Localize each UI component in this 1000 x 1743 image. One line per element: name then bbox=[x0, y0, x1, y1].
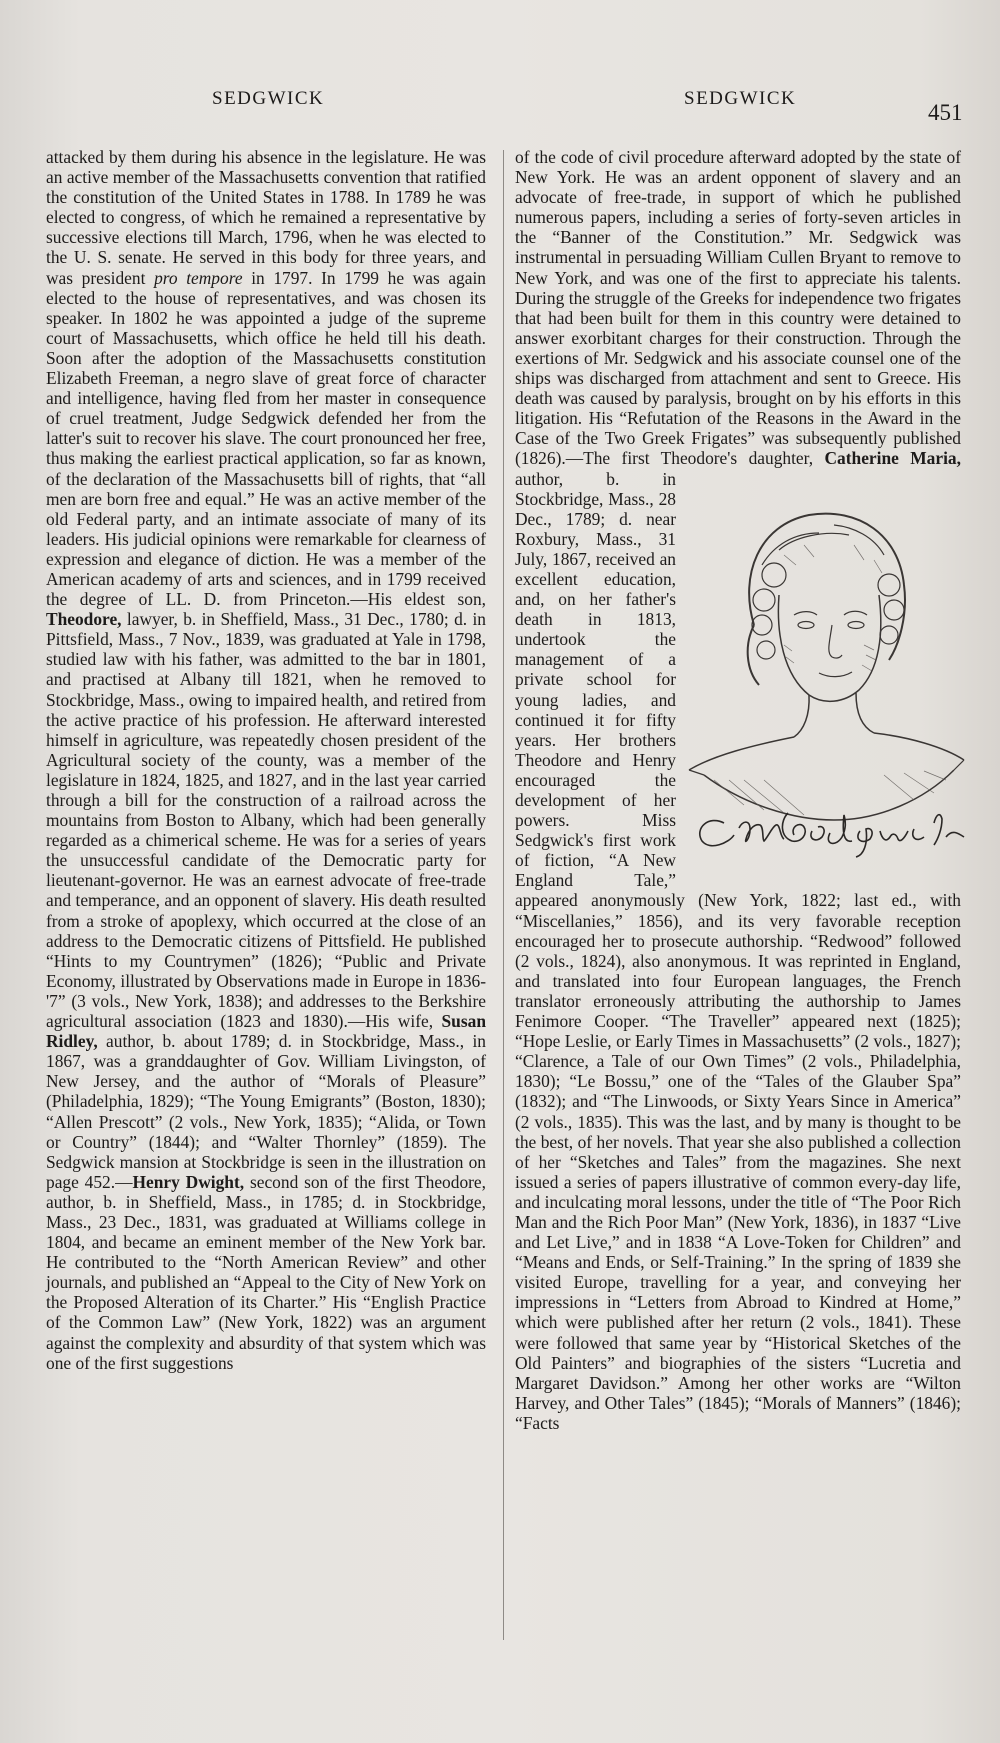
text-run: author, b. about 1789; d. in Stockbridge, Mass., in 1867, was a granddaughter of Gov. William Livingston, of New Jersey, and the author of “Morals of Pleasure” (Philadelphia, 1829); “The Young Emigrants” (Boston, 1830); “Allen Prescott” (2 vols., New York, 1835); “Alida, or Town or Country” (1844); and “Walter Thornley” (1859). The Sedgwick mansion at Stockbridge is seen in the illustration on page 452.— bbox=[46, 1031, 486, 1192]
text-run: of the code of civil procedure afterward adopted by the state of New York. He was an ardent opponent of slavery and an advocate of free-trade, in support of which he published numerous papers, including a series of forty-seven articles in the “Banner of the Constitution.” Mr. Sedgwick was instrumental in persuading William Cullen Bryant to remove to New York, and was one of the first to appreciate his talents. During the struggle of the Greeks for independence two frigates that had been built for them in this country were detained to answer exorbitant charges for their construction. Through the exertions of Mr. Sedgwick and his associate counsel one of the ships was discharged from attachment and sent to Greece. His death was caused by paralysis, brought on by his efforts in this litigation. His “Refutation of the Reasons in the Award in the Case of the Two Greek Frigates” was subsequently published (1826).—The first Theodore's daughter, bbox=[515, 147, 961, 469]
running-head-right: SEDGWICK bbox=[684, 88, 797, 109]
text-run: in 1797. In 1799 he was again elected to the house of representatives, and was chosen its speaker. In 1802 he was appointed a judge of the supreme court of Massachusetts, which office he held till his death. Soon after the adoption of the Massachusetts constitution Elizabeth Freeman, a negro slave of great force of character and intelligence, having fled from her master in consequence of cruel treatment, Judge Sedgwick defended her from the latter's suit to recover his slave. The court pronounced her free, thus making the earliest practical application, so far as known, of the declaration of the Massachusetts bill of rights, that “all men are born free and equal.” He was an active member of the old Federal party, and an intimate associate of many of its leaders. His judicial opinions were remarkable for clearness of expression and elegance of diction. He was a member of the American academy of arts and sciences, and in 1799 received the degree of LL. D. from Princeton.—His eldest son, bbox=[46, 267, 486, 610]
text-run: attacked by them during his absence in the legislature. He was an active member of the Massachusetts convention that ratified the constitution of the United States in 1788. In 1789 he was elected to congress, of which he remained a representative by successive elections till March, 1796, when he was elected to the U. S. senate. He served in this body for three years, and was president bbox=[46, 147, 486, 288]
entry-name-henry: Henry Dwight, bbox=[132, 1171, 245, 1192]
text-run: lawyer, b. in Sheffield, Mass., 31 Dec., 1780; d. in Pittsfield, Mass., 7 Nov., 1839, was graduated at Yale in 1798, studied law with his father, was admitted to the bar in 1801, and practised at Albany till 1821, when he removed to Stockbridge, Mass., owing to impaired health, and retired from the active practice of his profession. He afterward interested himself in agriculture, was repeatedly chosen president of the Agricultural society of the county, was a member of the legislature in 1824, 1825, and 1827, and in the last year carried through a bill for the construction of a railroad across the mountains from Boston to Albany, which had been generally regarded as a chimerical scheme. He was for a series of years the unsuccessful candidate of the Democratic party for lieutenant-governor. He was an earnest advocate of free-trade and temperance, and an opponent of slavery. His death resulted from a stroke of apoplexy, which occurred at the close of an address to the Democratic citizens of Pittsfield. He published “Hints to my Countrymen” (1826); “Public and Private Economy, illustrated by Observations made in Europe in 1836-'7” (3 vols., New York, 1838); and addresses to the Berkshire agricultural association (1823 and 1830).—His wife, bbox=[46, 609, 486, 1032]
entry-name-catherine: Catherine Maria, bbox=[824, 448, 961, 469]
right-column bbox=[515, 147, 961, 1433]
text-run: second son of the first Theodore, author, b. in Sheffield, Mass., in 1785; d. in Stockbridge, Mass., 23 Dec., 1831, was graduated at Williams college in 1804, and became an eminent member of the New York bar. He contributed to the “North American Review” and other journals, and published an “Appeal to the City of New York on the Proposed Alteration of its Charter.” His “English Practice of the Common Law” (New York, 1822) was an argument against the complexity and absurdity of that system which was one of the first suggestions bbox=[46, 1171, 486, 1373]
signature-image bbox=[684, 793, 969, 863]
portrait-figure bbox=[684, 475, 969, 885]
entry-name-susan: Susan Ridley, bbox=[46, 1011, 486, 1052]
left-paragraph bbox=[46, 147, 486, 1373]
left-column bbox=[46, 147, 486, 1373]
column-divider bbox=[503, 150, 504, 1640]
running-head-left: SEDGWICK bbox=[212, 88, 325, 109]
signature-text: C M Sedgwick bbox=[684, 792, 692, 794]
italic-phrase: pro tempore bbox=[154, 267, 243, 288]
right-paragraph bbox=[515, 147, 961, 1433]
page-number: 451 bbox=[928, 100, 963, 125]
text-run: author, b. in Stockbridge, Mass., 28 Dec., 1789; d. near Roxbury, Mass., 31 July, 1867, received an excellent education, and, on her father's death in 1813, undertook the management of a private school for young ladies, and continued it for fifty years. Her brothers Theodore and Henry encouraged the development of her powers. Miss Sedgwick's first work of fiction, “A New England Tale,” appeared anonymously (New York, 1822; last ed., with “Miscellanies,” 1856), and its very favorable reception encouraged her to prosecute authorship. “Redwood” followed (2 vols., 1824), also anonymous. It was reprinted in England, and translated into four European languages, the French translator erroneously attributing the authorship to James Fenimore Cooper. “The Traveller” appeared next (1825); “Hope Leslie, or Early Times in Massachusetts” (2 vols., 1827); “Clarence, a Tale of our Own Times” (2 vols., Philadelphia, 1830); “Le Bossu,” one of the “Tales of the Glauber Spa” (1832); and “The Linwoods, or Sixty Years Since in America” (2 vols., 1835). This was the last, and by many is thought to be the best, of her novels. That year she also published a collection of her “Sketches and Tales” from the magazines. She next issued a series of papers illustrative of common every-day life, and inculcating moral lessons, under the title of “The Poor Rich Man and the Rich Poor Man” (New York, 1836), in 1837 “Live and Let Live,” and in 1838 “A Love-Token for Children” and “Means and Ends, or Self-Training.” In the spring of 1839 she visited Europe, travelling for a year, and conveying her impressions in “Letters from Abroad to Kindred at Home,” which were published after her return (2 vols., 1841). These were followed that same year by “Historical Sketches of the Old Painters” and biographies of the sisters “Lucretia and Margaret Davidson.” Among her other works are “Wilton Harvey, and Other Tales” (1845); “Morals of Manners” (1846); “Facts bbox=[515, 468, 961, 1433]
entry-name-theodore: Theodore, bbox=[46, 609, 122, 630]
